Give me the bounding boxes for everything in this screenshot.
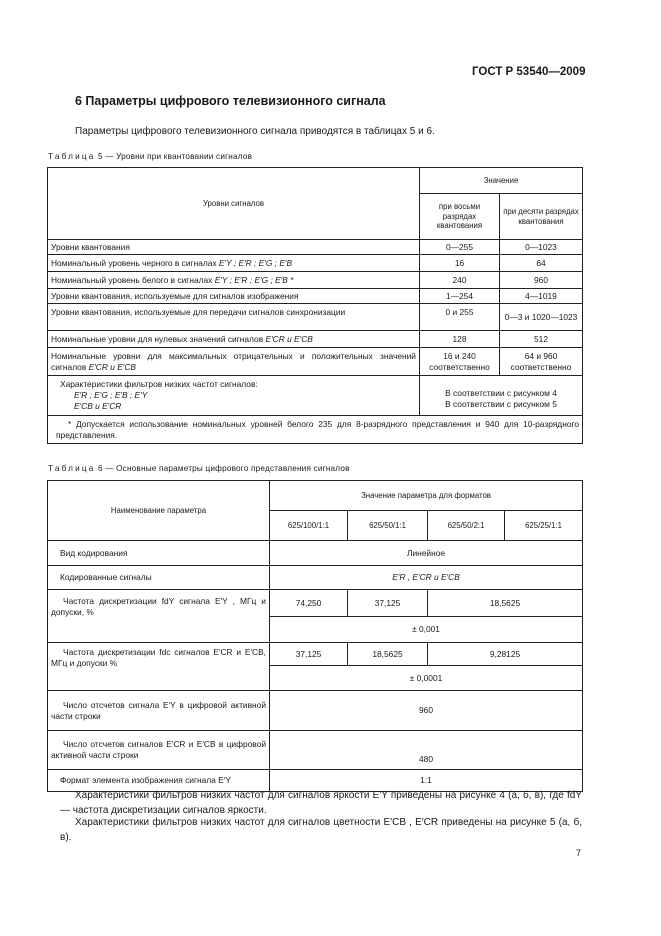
table6-caption-rest: 6 — Основные параметры цифрового представления сигналов	[95, 464, 350, 473]
filters-value-2: В соответствии с рисунком 5	[445, 399, 557, 409]
table-row	[48, 731, 583, 770]
row-value: 37,125	[348, 590, 428, 617]
table5-footnote: * Допускается использование номинальных уровней белого 235 для 8-разрядного представления и 940 для 10-разрядного представления.	[48, 416, 583, 444]
row-label	[48, 272, 420, 289]
row-value-10: 64	[500, 255, 583, 272]
filters-value	[420, 376, 583, 416]
row-label: Число отсчетов сигнала E′Y в цифровой активной части строки	[48, 691, 270, 731]
row-label	[48, 255, 420, 272]
table6-caption	[48, 464, 350, 473]
table-row	[48, 255, 583, 272]
row-value-8: 240	[420, 272, 500, 289]
row-signals: E′Y ; E′R ; E′G ; E′B *	[214, 274, 294, 285]
section-intro: Параметры цифрового телевизионного сигнала приводятся в таблицах 5 и 6.	[75, 126, 435, 137]
row-label: Частота дискретизации fdY сигнала E′Y , МГц и допуски, %	[48, 590, 270, 643]
row-value-8: 16	[420, 255, 500, 272]
table-row	[48, 590, 583, 617]
row-value-8: 128	[420, 331, 500, 348]
row-value-10: 64 и 960 соответственно	[500, 348, 583, 376]
standard-number: ГОСТ Р 53540—2009	[472, 66, 586, 78]
page-number: 7	[576, 848, 582, 858]
table-row	[48, 416, 583, 444]
row-label: Формат элемента изображения сигнала E′Y	[48, 770, 270, 792]
row-value-10: 0—3 и 1020—1023	[500, 304, 583, 331]
row-value: 9,28125	[428, 643, 583, 666]
row-value: 1:1	[270, 770, 583, 792]
closing-paragraph-2: Характеристики фильтров низких частот для сигналов цветности E′CB , E′CR приведены на рисунке 5 (а, б, в).	[60, 817, 582, 843]
table5-caption-rest: 5 — Уровни при квантовании сигналов	[95, 152, 253, 161]
row-label: Кодированные сигналы	[48, 566, 270, 590]
table5-caption	[48, 152, 252, 161]
row-value: 18,5625	[428, 590, 583, 617]
table6-header-param: Наименование параметра	[48, 481, 270, 541]
row-value-8: 16 и 240 соответственно	[420, 348, 500, 376]
table6	[47, 480, 583, 792]
row-value: 37,125	[270, 643, 348, 666]
table-row	[48, 304, 583, 331]
row-label: Число отсчетов сигналов E′CR и E′CB в цифровой активной части строки	[48, 731, 270, 770]
row-value: 18,5625	[348, 643, 428, 666]
row-label	[48, 348, 420, 376]
table-row	[48, 331, 583, 348]
filters-value-1: В соответствии с рисунком 4	[445, 388, 557, 399]
table5-caption-prefix: Таблица	[48, 152, 96, 161]
row-label: Вид кодирования	[48, 541, 270, 566]
filters-line-chroma: E′CB и E′CR	[74, 400, 122, 411]
row-label: Уровни квантования, используемые для передачи сигналов синхронизации	[48, 304, 420, 331]
table-row	[48, 272, 583, 289]
table-row	[48, 348, 583, 376]
row-label-text: Номинальные уровни для максимальных отрицательных и положительных значений сигналов	[51, 350, 416, 372]
row-value	[270, 566, 583, 590]
table-row	[48, 566, 583, 590]
format-header: 625/50/2:1	[428, 511, 505, 541]
row-label: Уровни квантования	[48, 240, 420, 255]
row-label: Частота дискретизации fdc сигналов E′CR и E′CB, МГц и допуски %	[48, 643, 270, 691]
table5-header-value: Значение	[420, 168, 583, 194]
row-value: 960	[270, 691, 583, 731]
row-tolerance: ± 0,001	[270, 617, 583, 643]
format-header: 625/25/1:1	[505, 511, 583, 541]
row-value-10: 960	[500, 272, 583, 289]
table-row	[48, 376, 583, 416]
row-value-8: 0 и 255	[420, 304, 500, 331]
row-value-8: 0—255	[420, 240, 500, 255]
coded-signals: E′R , E′CR и E′CB	[392, 572, 460, 583]
table5-header-8bit: при восьми разрядах квантования	[420, 194, 500, 240]
format-header: 625/100/1:1	[270, 511, 348, 541]
table5-header-levels: Уровни сигналов	[48, 168, 420, 240]
table6-caption-prefix: Таблица	[48, 464, 96, 473]
row-label-text: Номинальные уровни для нулевых значений сигналов	[51, 333, 266, 344]
row-value-10: 0—1023	[500, 240, 583, 255]
closing-paragraph-1: Характеристики фильтров низких частот для сигналов яркости E′Y приведены на рисунке 4 (а, б, в), где fdY — частота дискретизации сигналов яркости.	[60, 790, 582, 816]
row-label-text: Номинальный уровень белого в сигналах	[51, 274, 215, 285]
row-signals: E′Y ; E′R ; E′G ; E′B	[218, 257, 293, 268]
row-value: 74,250	[270, 590, 348, 617]
table6-header-group: Значение параметра для форматов	[270, 481, 583, 511]
table5	[47, 167, 583, 444]
filters-label	[48, 376, 420, 416]
row-signals: E′CR и E′CB	[265, 333, 313, 344]
table-row	[48, 541, 583, 566]
row-value-10: 4—1019	[500, 289, 583, 304]
row-tolerance: ± 0,0001	[270, 666, 583, 691]
table-row	[48, 691, 583, 731]
row-value: Линейное	[270, 541, 583, 566]
row-label-text: Номинальный уровень черного в сигналах	[51, 257, 219, 268]
format-header: 625/50/1:1	[348, 511, 428, 541]
row-label	[48, 331, 420, 348]
section-title: 6 Параметры цифрового телевизионного сигнала	[75, 94, 386, 108]
table-row	[48, 643, 583, 666]
table5-header-10bit: при десяти разрядах квантования	[500, 194, 583, 240]
row-value: 480	[270, 731, 583, 770]
filters-title: Характеристики фильтров низких частот сигналов:	[60, 379, 258, 390]
table-row	[48, 240, 583, 255]
row-value-10: 512	[500, 331, 583, 348]
row-signals: E′CR и E′CB	[88, 361, 136, 372]
row-label: Уровни квантования, используемые для сигналов изображения	[48, 289, 420, 304]
filters-line-luma: E′R ; E′G ; E′B ; E′Y	[74, 390, 148, 401]
row-value-8: 1—254	[420, 289, 500, 304]
table-row	[48, 289, 583, 304]
